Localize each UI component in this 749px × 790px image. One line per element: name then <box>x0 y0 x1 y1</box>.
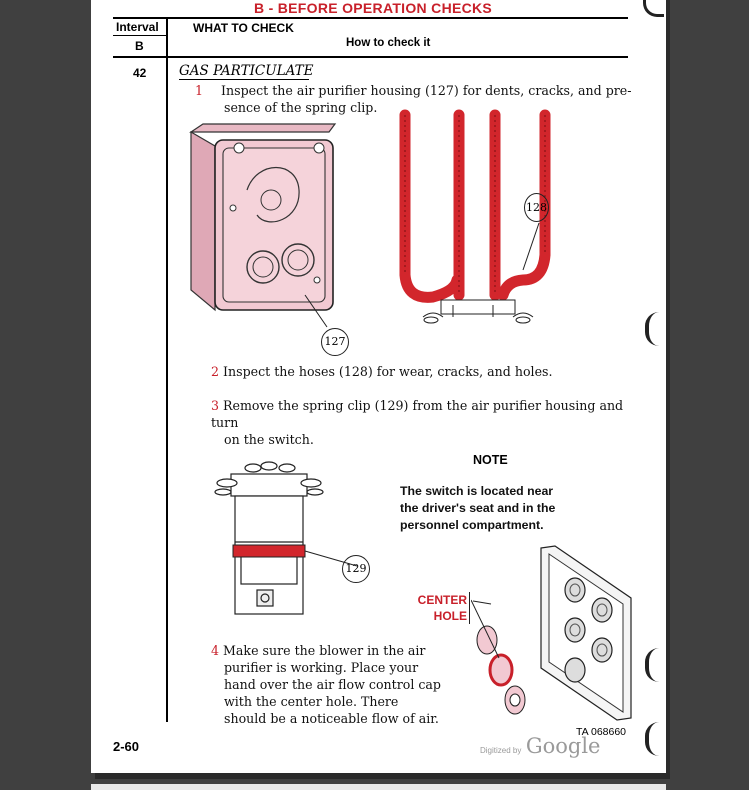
header-top-rule <box>113 17 628 19</box>
interval-divider <box>113 35 167 36</box>
how-to-check-header: How to check it <box>346 37 431 49</box>
page-number: 2-60 <box>113 739 140 754</box>
center-hole-bracket <box>469 592 470 624</box>
column-divider <box>166 17 168 722</box>
note-body <box>400 483 555 534</box>
figure-id: TA 068660 <box>576 726 627 738</box>
binder-hole-lower <box>645 648 663 682</box>
clip-callout-label: 129 <box>345 562 367 575</box>
step-3-text-cont: on the switch. <box>224 432 314 447</box>
page-edge-shadow <box>666 0 670 773</box>
header-bottom-rule <box>113 56 628 58</box>
clip-callout <box>342 555 370 583</box>
binder-hole-middle <box>645 312 663 346</box>
watermark <box>480 734 600 758</box>
step-4-number: 4 <box>211 643 220 658</box>
center-hole-label-line-2: HOLE <box>433 609 467 623</box>
step-1-text: Inspect the air purifier housing (127) for dents, cracks, and pre- <box>221 83 632 98</box>
hoses-callout <box>524 193 549 222</box>
housing-callout-label: 127 <box>324 335 346 348</box>
step-1-text-cont: sence of the spring clip. <box>224 100 378 115</box>
step-4-line-1: Make sure the blower in the air <box>223 643 426 658</box>
interval-header: Interval <box>116 20 159 34</box>
watermark-small: Digitized by <box>480 746 522 755</box>
step-3-text: Remove the spring clip (129) from the air purifier housing and turn <box>211 398 624 430</box>
binder-hole-bottom <box>645 722 663 756</box>
housing-callout <box>321 328 349 356</box>
section-title: B - BEFORE OPERATION CHECKS <box>254 0 493 16</box>
step-2-text: Inspect the hoses (128) for wear, cracks, and holes. <box>223 364 553 379</box>
watermark-brand: Google <box>525 734 601 758</box>
step-3 <box>211 397 641 448</box>
center-hole-label-line-1: CENTER <box>417 593 467 607</box>
page-bottom-shadow <box>95 773 670 779</box>
note-line-3: personnel compartment. <box>400 518 544 532</box>
interval-value: B <box>135 39 144 53</box>
manual-page <box>91 0 666 773</box>
step-4-line-3: hand over the air flow control cap <box>224 677 441 692</box>
binder-hole-top <box>643 0 664 17</box>
item-title: GAS PARTICULATE <box>179 63 314 79</box>
center-hole-label <box>411 592 467 624</box>
control-cap-illustration <box>471 540 636 725</box>
spring-clip-illustration <box>209 458 374 628</box>
item-title-underline <box>179 79 309 80</box>
next-page-edge <box>91 784 666 790</box>
hoses-callout-label: 128 <box>526 201 547 214</box>
step-3-number: 3 <box>211 398 220 413</box>
note-line-1: The switch is located near <box>400 484 554 498</box>
step-2 <box>211 363 631 380</box>
note-line-2: the driver's seat and in the <box>400 501 556 515</box>
item-number: 42 <box>133 66 147 80</box>
note-title: NOTE <box>473 453 508 467</box>
step-2-number: 2 <box>211 364 220 379</box>
step-1-number: 1 <box>195 83 204 98</box>
step-4-line-5: should be a noticeable flow of air. <box>224 711 439 726</box>
step-4-line-4: with the center hole. There <box>224 694 399 709</box>
air-purifier-housing-illustration <box>187 120 347 355</box>
what-to-check-header: WHAT TO CHECK <box>193 21 294 35</box>
step-4 <box>211 642 451 727</box>
step-4-line-2: purifier is working. Place your <box>224 660 419 675</box>
